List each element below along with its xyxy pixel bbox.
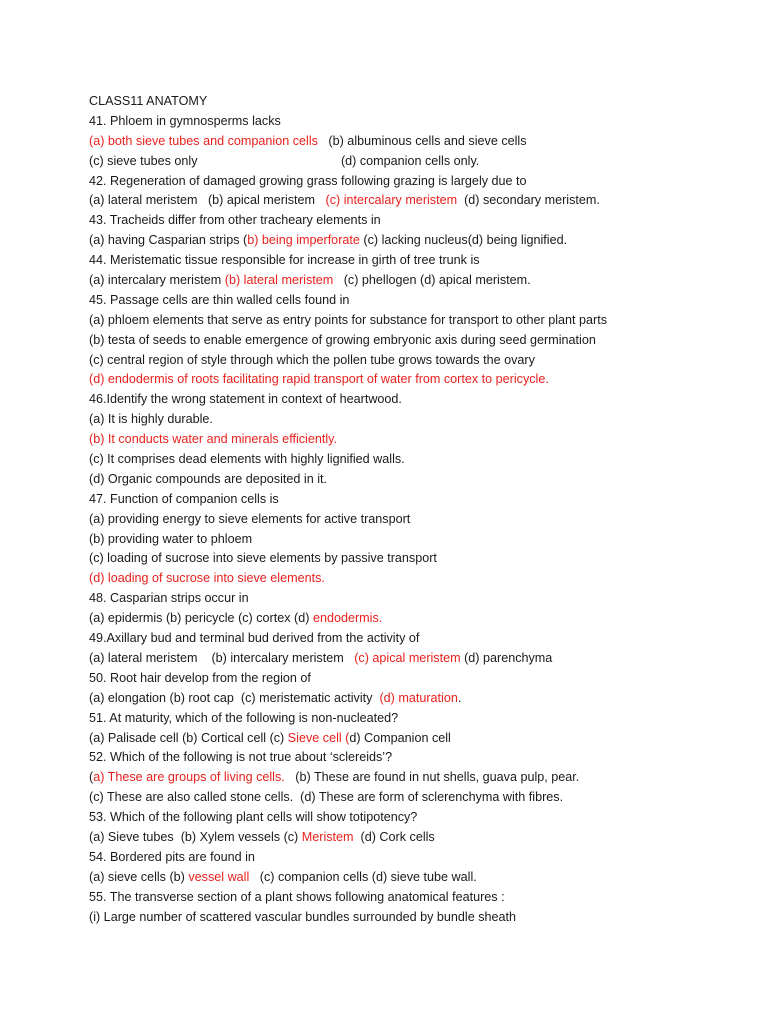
text-segment: 54. Bordered pits are found in	[89, 849, 255, 864]
text-segment: 43. Tracheids differ from other tracheary elements in	[89, 213, 381, 228]
text-segment: 42. Regeneration of damaged growing grass following grazing is largely due to	[89, 173, 527, 188]
answer-highlight: (b) It conducts water and minerals efficiently.	[89, 432, 338, 447]
text-segment: d) Companion cell	[349, 730, 451, 745]
text-line	[89, 410, 759, 430]
answer-highlight: vessel wall	[188, 869, 250, 884]
text-segment: (a) epidermis (b) pericycle (c) cortex (d)	[89, 611, 313, 626]
text-segment: 48. Casparian strips occur in	[89, 591, 249, 606]
text-line	[89, 669, 759, 689]
answer-highlight: (c) apical meristem	[354, 650, 461, 665]
text-segment: .	[457, 690, 462, 705]
answer-highlight: a) These are groups of living cells.	[93, 770, 285, 785]
answer-highlight: (c) intercalary meristem	[325, 193, 458, 208]
text-segment: (a) providing energy to sieve elements for active transport	[89, 511, 411, 526]
question-lines	[89, 112, 759, 928]
text-line	[89, 370, 759, 390]
text-segment: (a) sieve cells (b)	[89, 869, 189, 884]
text-line	[89, 589, 759, 609]
text-line	[89, 888, 759, 908]
text-segment: 55. The transverse section of a plant shows following anatomical features :	[89, 889, 505, 904]
text-segment: 52. Which of the following is not true about ‘sclereids’?	[89, 750, 393, 765]
text-line	[89, 748, 759, 768]
answer-highlight: Meristem	[301, 829, 354, 844]
text-segment: (c) sieve tubes only (d) companion cells only.	[89, 153, 480, 168]
text-line	[89, 291, 759, 311]
text-line	[89, 709, 759, 729]
text-segment: (a) Sieve tubes (b) Xylem vessels (c)	[89, 829, 302, 844]
text-segment: (b) providing water to phloem	[89, 531, 253, 546]
text-line	[89, 868, 759, 888]
text-line	[89, 331, 759, 351]
text-segment: 50. Root hair develop from the region of	[89, 670, 311, 685]
document-page	[89, 92, 759, 927]
text-segment: (c) central region of style through which the pollen tube grows towards the ovary	[89, 352, 535, 367]
text-line	[89, 430, 759, 450]
text-segment: (c) lacking nucleus(d) being lignified.	[359, 233, 568, 248]
text-line	[89, 649, 759, 669]
answer-highlight: (a) both sieve tubes and companion cells	[89, 133, 318, 148]
text-segment: (a) intercalary meristem	[89, 273, 225, 288]
text-segment: (b) testa of seeds to enable emergence of growing embryonic axis during seed germination	[89, 332, 596, 347]
text-segment: 49.Axillary bud and terminal bud derived from the activity of	[89, 631, 420, 646]
answer-highlight: (d) maturation	[379, 690, 458, 705]
text-segment: (a) Palisade cell (b) Cortical cell (c)	[89, 730, 288, 745]
text-segment: (d) Organic compounds are deposited in it.	[89, 471, 328, 486]
text-line	[89, 132, 759, 152]
text-segment: 41. Phloem in gymnosperms lacks	[89, 113, 281, 128]
text-line	[89, 490, 759, 510]
text-line	[89, 510, 759, 530]
text-line	[89, 729, 759, 749]
text-line	[89, 549, 759, 569]
text-line	[89, 311, 759, 331]
text-line	[89, 191, 759, 211]
text-segment: 53. Which of the following plant cells will show totipotency?	[89, 810, 418, 825]
answer-highlight: Sieve cell (	[287, 730, 350, 745]
text-line	[89, 390, 759, 410]
text-line	[89, 768, 759, 788]
text-segment: 51. At maturity, which of the following is non-nucleated?	[89, 710, 399, 725]
text-line	[89, 629, 759, 649]
document-title: CLASS11 ANATOMY	[89, 94, 208, 108]
text-segment: (a) It is highly durable.	[89, 412, 213, 427]
text-segment: 44. Meristematic tissue responsible for increase in girth of tree trunk is	[89, 253, 480, 268]
text-segment: (d) Cork cells	[353, 829, 435, 844]
text-segment: (a) lateral meristem (b) intercalary meristem	[89, 650, 355, 665]
text-segment: (i) Large number of scattered vascular bundles surrounded by bundle sheath	[89, 909, 517, 924]
answer-highlight: b) being imperforate	[247, 233, 360, 248]
text-segment: (c) companion cells (d) sieve tube wall.	[249, 869, 477, 884]
text-segment: (b) albuminous cells and sieve cells	[317, 133, 527, 148]
answer-highlight: endodermis.	[312, 611, 383, 626]
text-line	[89, 450, 759, 470]
answer-highlight: (d) loading of sucrose into sieve elements.	[89, 571, 325, 586]
text-segment: (	[89, 770, 94, 785]
text-line	[89, 231, 759, 251]
text-line	[89, 172, 759, 192]
text-line	[89, 569, 759, 589]
text-segment: (a) having Casparian strips (	[89, 233, 248, 248]
text-segment: (d) secondary meristem.	[457, 193, 600, 208]
text-line	[89, 530, 759, 550]
text-line	[89, 808, 759, 828]
text-segment: (a) elongation (b) root cap (c) meristematic activity	[89, 690, 380, 705]
text-segment: 47. Function of companion cells is	[89, 491, 279, 506]
text-segment: (c) These are also called stone cells. (d) These are form of sclerenchyma with fibres.	[89, 790, 564, 805]
text-segment: 45. Passage cells are thin walled cells found in	[89, 292, 350, 307]
text-segment: (d) parenchyma	[460, 650, 553, 665]
text-line	[89, 152, 759, 172]
text-line	[89, 271, 759, 291]
text-segment: (c) loading of sucrose into sieve elements by passive transport	[89, 551, 437, 566]
text-line	[89, 351, 759, 371]
text-segment: (a) phloem elements that serve as entry points for substance for transport to other plant parts	[89, 312, 608, 327]
text-segment: (c) It comprises dead elements with highly lignified walls.	[89, 452, 405, 467]
text-segment: 46.Identify the wrong statement in context of heartwood.	[89, 392, 402, 407]
text-line	[89, 211, 759, 231]
answer-highlight: (d) endodermis of roots facilitating rapid transport of water from cortex to pericycle.	[89, 372, 549, 387]
text-line	[89, 251, 759, 271]
text-segment: (b) These are found in nut shells, guava pulp, pear.	[284, 770, 580, 785]
text-line	[89, 788, 759, 808]
text-line	[89, 908, 759, 928]
text-line	[89, 828, 759, 848]
text-line	[89, 112, 759, 132]
text-segment: (c) phellogen (d) apical meristem.	[333, 273, 531, 288]
text-segment: (a) lateral meristem (b) apical meristem	[89, 193, 326, 208]
answer-highlight: (b) lateral meristem	[224, 273, 334, 288]
text-line	[89, 470, 759, 490]
text-line	[89, 609, 759, 629]
text-line	[89, 689, 759, 709]
text-line	[89, 848, 759, 868]
